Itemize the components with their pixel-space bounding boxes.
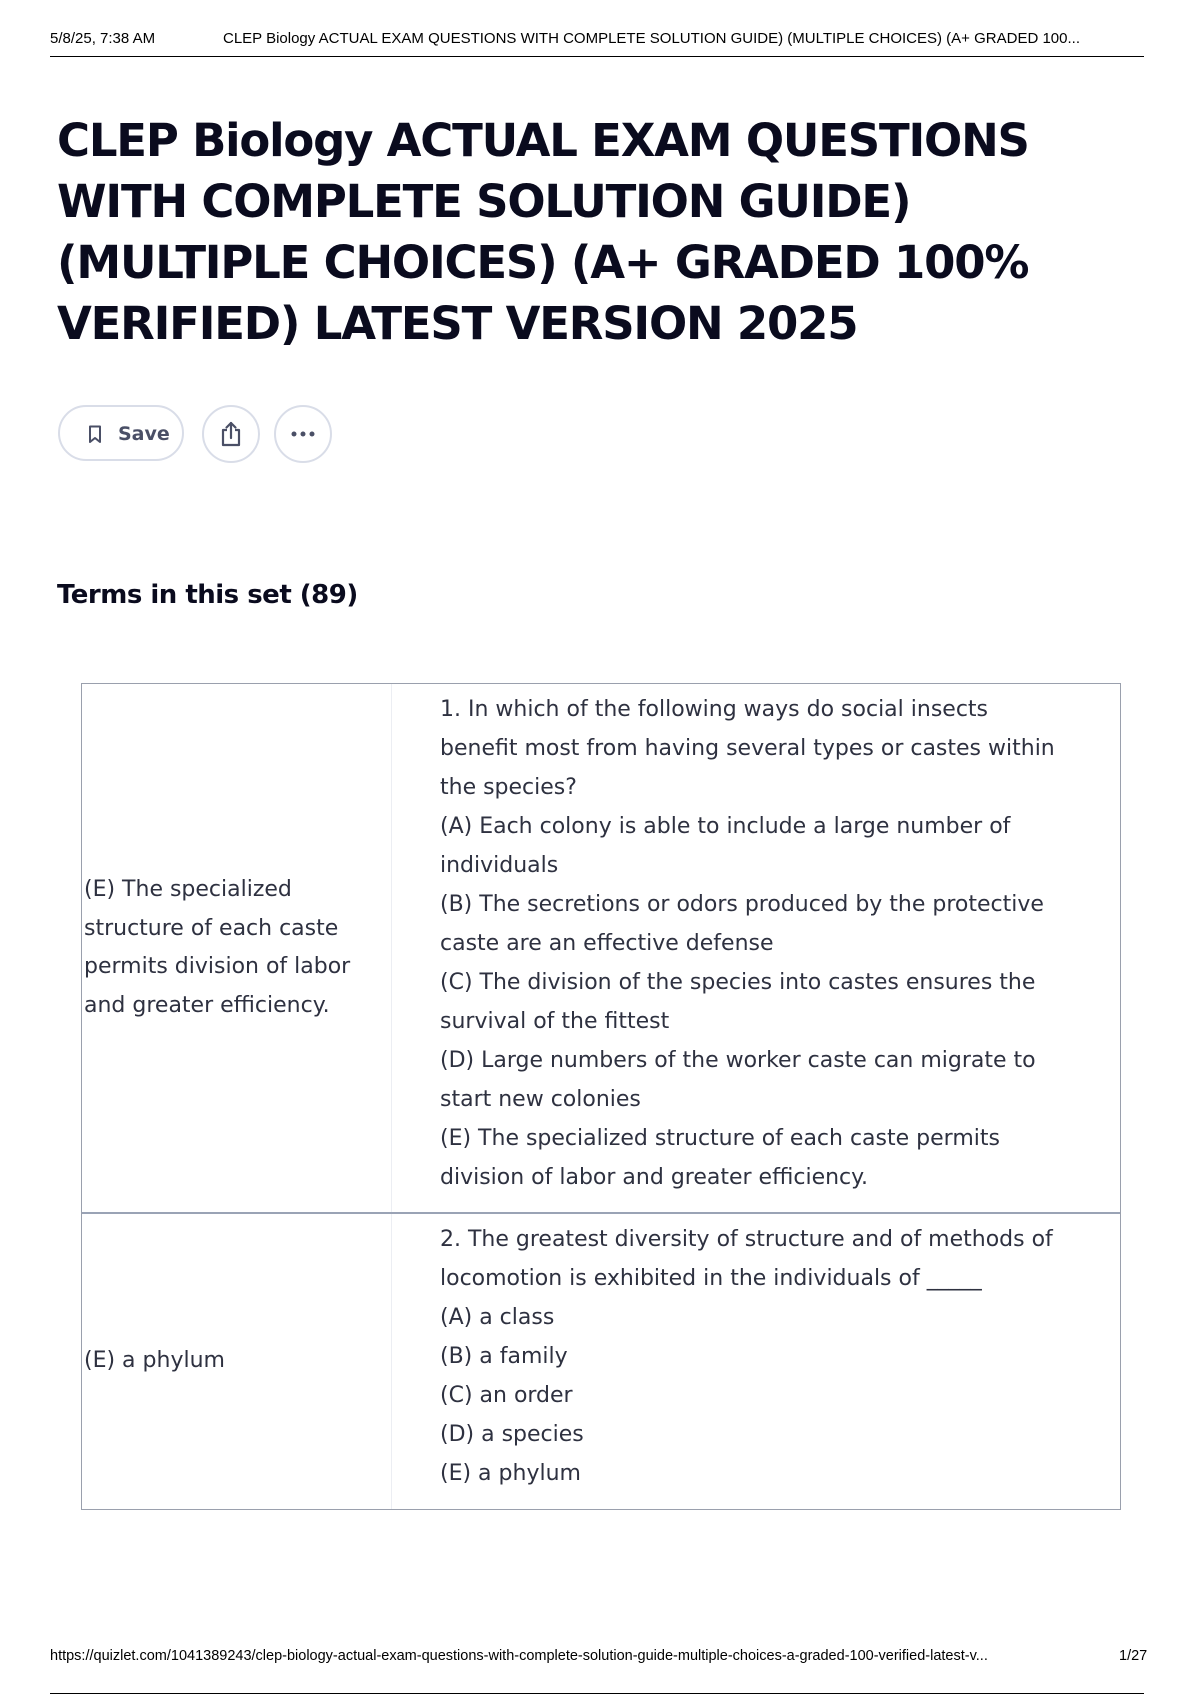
- print-header-title: CLEP Biology ACTUAL EXAM QUESTIONS WITH COMPLETE SOLUTION GUIDE) (MULTIPLE CHOICES) (A+ GRADED 100...: [223, 30, 1080, 47]
- terms-heading: Terms in this set (89): [57, 580, 358, 610]
- print-header: [50, 30, 1144, 57]
- question-option: (B) a family: [440, 1344, 568, 1369]
- question-option: (A) Each colony is able to include a large number of individuals: [440, 814, 1011, 878]
- print-footer-url: https://quizlet.com/1041389243/clep-biology-actual-exam-questions-with-complete-solution-guide-multiple-choices-a-graded-100-verified-latest-v...: [50, 1648, 988, 1664]
- question-option: (D) a species: [440, 1422, 584, 1447]
- term-row: [82, 1214, 1120, 1509]
- save-button-label: Save: [118, 423, 170, 445]
- term-row: [82, 684, 1120, 1214]
- term-question: [392, 684, 1120, 1212]
- terms-table: [81, 683, 1121, 1510]
- page-number: 1/27: [1119, 1648, 1148, 1664]
- question-option: (D) Large numbers of the worker caste can migrate to start new colonies: [440, 1048, 1036, 1112]
- print-date: 5/8/25, 7:38 AM: [50, 30, 156, 47]
- question-stem: 2. The greatest diversity of structure and of methods of locomotion is exhibited in the individuals of _____: [440, 1227, 1053, 1291]
- term-answer: (E) The specialized structure of each caste permits division of labor and greater efficiency.: [82, 684, 392, 1212]
- question-option: (B) The secretions or odors produced by the protective caste are an effective defense: [440, 892, 1044, 956]
- save-button[interactable]: [58, 405, 184, 461]
- more-options-button[interactable]: [274, 405, 332, 463]
- question-option: (A) a class: [440, 1305, 555, 1330]
- question-option: (C) The division of the species into castes ensures the survival of the fittest: [440, 970, 1036, 1034]
- question-option: (E) The specialized structure of each caste permits division of labor and greater efficiency.: [440, 1126, 1000, 1190]
- question-option: (E) a phylum: [440, 1461, 581, 1486]
- footer-divider: [50, 1693, 1144, 1694]
- question-stem: 1. In which of the following ways do social insects benefit most from having several types or castes within the species?: [440, 697, 1055, 800]
- term-answer: (E) a phylum: [82, 1214, 392, 1509]
- bookmark-icon: [88, 425, 102, 449]
- term-question: [392, 1214, 1120, 1509]
- question-option: (C) an order: [440, 1383, 573, 1408]
- page-title: CLEP Biology ACTUAL EXAM QUESTIONS WITH COMPLETE SOLUTION GUIDE) (MULTIPLE CHOICES) (A+ GRADED 100% VERIFIED) LATEST VERSION 2025: [57, 114, 1029, 350]
- share-button[interactable]: [202, 405, 260, 463]
